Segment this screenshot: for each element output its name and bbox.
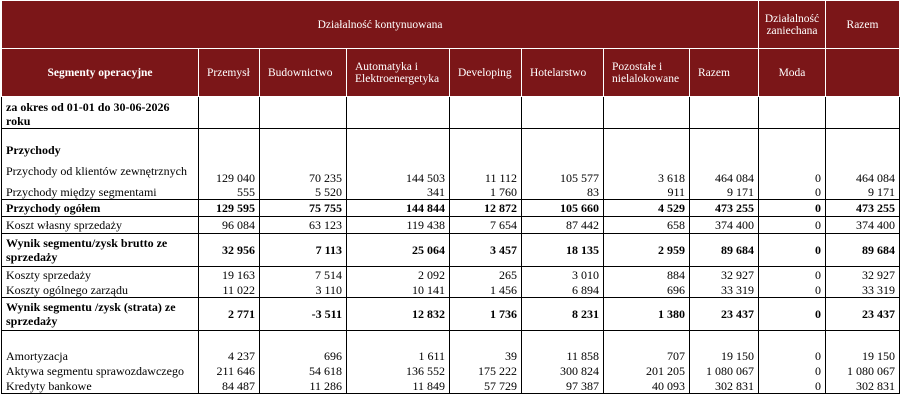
row-label: Koszt własny sprzedaży [2,217,199,234]
cell-value: 87 442 [522,217,604,234]
cell-value: 5 520 [260,185,347,200]
cell-value: 0 [759,363,826,378]
cell-value: 23 437 [826,298,900,331]
cell-value: 136 552 [347,363,450,378]
cell-value: 54 618 [260,363,347,378]
table-row [2,185,900,200]
table-row [2,157,900,185]
cell-value: 1 611 [347,349,450,363]
cell-value: 19 150 [690,349,759,363]
cell-value: 1 380 [604,298,690,331]
period-label: za okres od 01-01 do 30-06-2026 roku [2,97,199,129]
column-header [826,49,900,97]
period-row [2,97,900,129]
column-header: Przemysł [199,49,260,97]
row-label: Wynik segmentu /zysk (strata) ze sprzedaży [2,298,199,331]
cell-value: 341 [347,185,450,200]
cell-value: 18 135 [522,234,604,267]
cell-value: 4 237 [199,349,260,363]
cell-value: 7 113 [260,234,347,267]
table-row [2,378,900,394]
row-label: Wynik segmentu/zysk brutto ze sprzedaży [2,234,199,267]
cell-value: 300 824 [522,363,604,378]
column-header: Automatyka i Elektroenergetyka [347,49,450,97]
cell-value: 201 205 [604,363,690,378]
cell-value: 2 771 [199,298,260,331]
segment-table [1,0,900,394]
table-header [2,1,900,97]
column-header: Budownictwo [260,49,347,97]
cell-value: 0 [759,200,826,217]
table-row [2,282,900,298]
cell-value: -3 511 [260,298,347,331]
column-header: Developing [450,49,522,97]
row-label: Amortyzacja [2,349,199,363]
cell-value: 0 [759,157,826,185]
cell-value: 12 832 [347,298,450,331]
cell-value: 302 831 [690,378,759,394]
cell-value: 3 010 [522,267,604,283]
cell-value: 84 487 [199,378,260,394]
cell-value: 658 [604,217,690,234]
cell-value: 39 [450,349,522,363]
cell-value: 40 093 [604,378,690,394]
continuing-operations-header: Działalność kontynuowana [2,1,759,49]
cell-value: 32 956 [199,234,260,267]
cell-value: 63 123 [260,217,347,234]
cell-value: 2 959 [604,234,690,267]
cell-value: 2 092 [347,267,450,283]
cell-value: 32 927 [826,267,900,283]
cell-value: 11 112 [450,157,522,185]
cell-value: 12 872 [450,200,522,217]
cell-value: 11 022 [199,282,260,298]
cell-value: 555 [199,185,260,200]
cell-value: 105 660 [522,200,604,217]
cell-value: 75 755 [260,200,347,217]
cell-value: 119 438 [347,217,450,234]
row-label: Przychody ogółem [2,200,199,217]
column-header: Pozostałe i nielalokowane [604,49,690,97]
cell-value: 265 [450,267,522,283]
cell-value: 89 684 [826,234,900,267]
cell-value: 105 577 [522,157,604,185]
cell-value: 83 [522,185,604,200]
total-header: Razem [826,1,900,49]
cell-value: 374 400 [826,217,900,234]
cell-value: 175 222 [450,363,522,378]
cell-value: 7 654 [450,217,522,234]
cell-value: 19 150 [826,349,900,363]
cell-value: 11 286 [260,378,347,394]
revenue-heading: Przychody [2,143,199,157]
cell-value: 464 084 [826,157,900,185]
cell-value: 3 110 [260,282,347,298]
row-label: Przychody między segmentami [2,185,199,200]
table-row [2,217,900,234]
cell-value: 4 529 [604,200,690,217]
table-row [2,200,900,217]
cell-value: 0 [759,234,826,267]
cell-value: 1 456 [450,282,522,298]
cell-value: 19 163 [199,267,260,283]
cell-value: 0 [759,267,826,283]
row-label: Aktywa segmentu sprawozdawczego [2,363,199,378]
column-header: Razem [690,49,759,97]
cell-value: 1 760 [450,185,522,200]
cell-value: 0 [759,282,826,298]
cell-value: 97 387 [522,378,604,394]
spacer-row [2,331,900,350]
cell-value: 25 064 [347,234,450,267]
cell-value: 0 [759,378,826,394]
cell-value: 32 927 [690,267,759,283]
row-label: Koszty ogólnego zarządu [2,282,199,298]
segments-label: Segmenty operacyjne [2,49,199,97]
cell-value: 11 858 [522,349,604,363]
table-row [2,363,900,378]
cell-value: 57 729 [450,378,522,394]
cell-value: 70 235 [260,157,347,185]
table-row [2,298,900,331]
table-row [2,349,900,363]
table-row [2,267,900,283]
row-label: Koszty sprzedaży [2,267,199,283]
cell-value: 211 646 [199,363,260,378]
table-body [2,97,900,394]
cell-value: 0 [759,185,826,200]
discontinued-operations-header: Działalność zaniechana [759,1,826,49]
cell-value: 464 084 [690,157,759,185]
cell-value: 374 400 [690,217,759,234]
cell-value: 473 255 [826,200,900,217]
cell-value: 911 [604,185,690,200]
cell-value: 9 171 [826,185,900,200]
cell-value: 1 080 067 [826,363,900,378]
cell-value: 89 684 [690,234,759,267]
cell-value: 23 437 [690,298,759,331]
column-header: Moda [759,49,826,97]
revenue-heading-row [2,143,900,157]
cell-value: 3 457 [450,234,522,267]
cell-value: 96 084 [199,217,260,234]
cell-value: 1 736 [450,298,522,331]
cell-value: 0 [759,349,826,363]
cell-value: 8 231 [522,298,604,331]
cell-value: 129 040 [199,157,260,185]
cell-value: 707 [604,349,690,363]
cell-value: 696 [604,282,690,298]
cell-value: 884 [604,267,690,283]
cell-value: 9 171 [690,185,759,200]
cell-value: 696 [260,349,347,363]
cell-value: 144 844 [347,200,450,217]
row-label: Przychody od klientów zewnętrznych [2,157,199,185]
column-header: Hotelarstwo [522,49,604,97]
cell-value: 33 319 [826,282,900,298]
cell-value: 0 [759,298,826,331]
cell-value: 33 319 [690,282,759,298]
cell-value: 7 514 [260,267,347,283]
cell-value: 144 503 [347,157,450,185]
spacer-row [2,129,900,144]
cell-value: 129 595 [199,200,260,217]
table-row [2,234,900,267]
cell-value: 302 831 [826,378,900,394]
row-label: Kredyty bankowe [2,378,199,394]
cell-value: 1 080 067 [690,363,759,378]
cell-value: 3 618 [604,157,690,185]
cell-value: 10 141 [347,282,450,298]
cell-value: 0 [759,217,826,234]
cell-value: 11 849 [347,378,450,394]
cell-value: 473 255 [690,200,759,217]
cell-value: 6 894 [522,282,604,298]
